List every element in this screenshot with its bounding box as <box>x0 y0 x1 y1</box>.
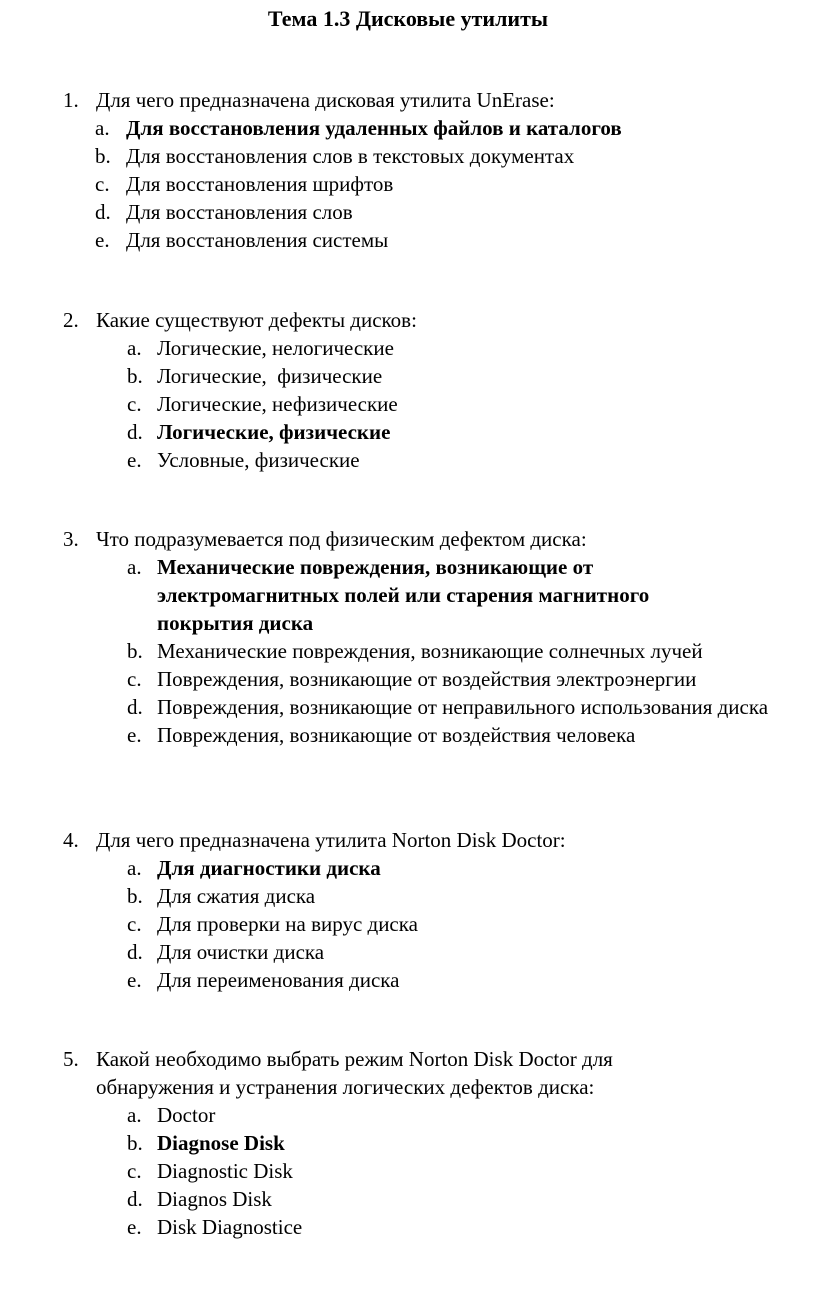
question-number: 5. <box>63 1047 79 1071</box>
question-text <box>0 306 816 334</box>
option-text: Doctor <box>157 1103 216 1127</box>
option-d <box>0 418 816 446</box>
option-letter: e. <box>127 968 142 992</box>
option-b <box>0 637 816 665</box>
question-5 <box>0 1045 816 1241</box>
option-a <box>0 334 816 362</box>
question-label: Какие существуют дефекты дисков: <box>96 308 417 332</box>
option-text-correct: Для восстановления удаленных файлов и каталогов <box>126 116 622 140</box>
option-c <box>0 170 816 198</box>
option-letter: b. <box>127 884 143 908</box>
option-letter: d. <box>95 200 111 224</box>
option-text: Для восстановления шрифтов <box>126 172 394 196</box>
option-a <box>0 1101 816 1129</box>
question-number: 3. <box>63 527 79 551</box>
option-text: Для сжатия диска <box>157 884 316 908</box>
option-text-correct: Diagnose Disk <box>157 1131 285 1155</box>
option-letter: a. <box>127 856 142 880</box>
option-letter: e. <box>95 228 110 252</box>
question-number: 2. <box>63 308 79 332</box>
option-letter: a. <box>127 1103 142 1127</box>
option-a <box>0 553 816 637</box>
question-label: Для чего предназначена дисковая утилита UnErase: <box>96 88 555 112</box>
option-text: Логические, нефизические <box>157 392 398 416</box>
option-letter: e. <box>127 448 142 472</box>
question-4 <box>0 826 816 994</box>
option-text: Для проверки на вирус диска <box>157 912 418 936</box>
option-letter: a. <box>127 336 142 360</box>
option-letter: a. <box>127 555 142 579</box>
option-letter: e. <box>127 1215 142 1239</box>
option-text: Для восстановления слов в текстовых документах <box>126 144 575 168</box>
option-b <box>0 882 816 910</box>
option-text: Disk Diagnostice <box>157 1215 303 1239</box>
options-list <box>0 553 816 749</box>
question-number: 1. <box>63 88 79 112</box>
question-1 <box>0 86 816 254</box>
option-text: Повреждения, возникающие от неправильного использования диска <box>157 695 769 719</box>
option-text: Повреждения, возникающие от воздействия электроэнергии <box>157 667 697 691</box>
option-letter: c. <box>127 392 142 416</box>
option-e <box>0 966 816 994</box>
option-d <box>0 198 816 226</box>
option-e <box>0 1213 816 1241</box>
option-a <box>0 114 816 142</box>
option-text: Логические, нелогические <box>157 336 394 360</box>
option-c <box>0 910 816 938</box>
question-label: Для чего предназначена утилита Norton Disk Doctor: <box>96 828 566 852</box>
option-text: Diagnos Disk <box>157 1187 272 1211</box>
options-list <box>0 854 816 994</box>
option-letter: d. <box>127 695 143 719</box>
option-c <box>0 1157 816 1185</box>
option-text-correct: Механические повреждения, возникающие от электромагнитных полей или старения магнитного покрытия диска <box>157 555 650 635</box>
option-letter: d. <box>127 420 143 444</box>
option-text-correct: Логические, физические <box>157 420 391 444</box>
question-2 <box>0 306 816 474</box>
option-text: Diagnostic Disk <box>157 1159 293 1183</box>
option-letter: b. <box>127 1131 143 1155</box>
option-letter: d. <box>127 940 143 964</box>
option-e <box>0 446 816 474</box>
option-letter: c. <box>127 912 142 936</box>
option-letter: c. <box>95 172 110 196</box>
option-letter: d. <box>127 1187 143 1211</box>
question-text <box>0 826 816 854</box>
options-list <box>0 1101 816 1241</box>
question-text <box>0 525 816 553</box>
option-text: Для переименования диска <box>157 968 400 992</box>
option-text: Для восстановления системы <box>126 228 389 252</box>
option-d <box>0 693 816 721</box>
option-text: Логические, физические <box>157 364 383 388</box>
option-text: Механические повреждения, возникающие солнечных лучей <box>157 639 703 663</box>
option-text: Повреждения, возникающие от воздействия человека <box>157 723 636 747</box>
question-text <box>0 86 816 114</box>
question-3 <box>0 525 816 749</box>
page-title: Тема 1.3 Дисковые утилиты <box>267 6 549 31</box>
question-label: Какой необходимо выбрать режим Norton Disk Doctor для обнаружения и устранения логических дефектов диска: <box>96 1047 613 1099</box>
option-d <box>0 1185 816 1213</box>
option-c <box>0 390 816 418</box>
option-letter: b. <box>127 639 143 663</box>
option-letter: b. <box>95 144 111 168</box>
option-letter: a. <box>95 116 110 140</box>
options-list <box>0 334 816 474</box>
option-text: Условные, физические <box>157 448 360 472</box>
question-number: 4. <box>63 828 79 852</box>
option-letter: b. <box>127 364 143 388</box>
option-e <box>0 721 816 749</box>
option-letter: c. <box>127 1159 142 1183</box>
options-list <box>0 114 816 254</box>
option-text: Для очистки диска <box>157 940 325 964</box>
option-letter: c. <box>127 667 142 691</box>
question-text <box>0 1045 816 1101</box>
option-b <box>0 1129 816 1157</box>
option-c <box>0 665 816 693</box>
option-b <box>0 362 816 390</box>
option-a <box>0 854 816 882</box>
option-text-correct: Для диагностики диска <box>157 856 381 880</box>
option-b <box>0 142 816 170</box>
question-label: Что подразумевается под физическим дефектом диска: <box>96 527 587 551</box>
option-letter: e. <box>127 723 142 747</box>
option-d <box>0 938 816 966</box>
option-e <box>0 226 816 254</box>
option-text: Для восстановления слов <box>126 200 353 224</box>
